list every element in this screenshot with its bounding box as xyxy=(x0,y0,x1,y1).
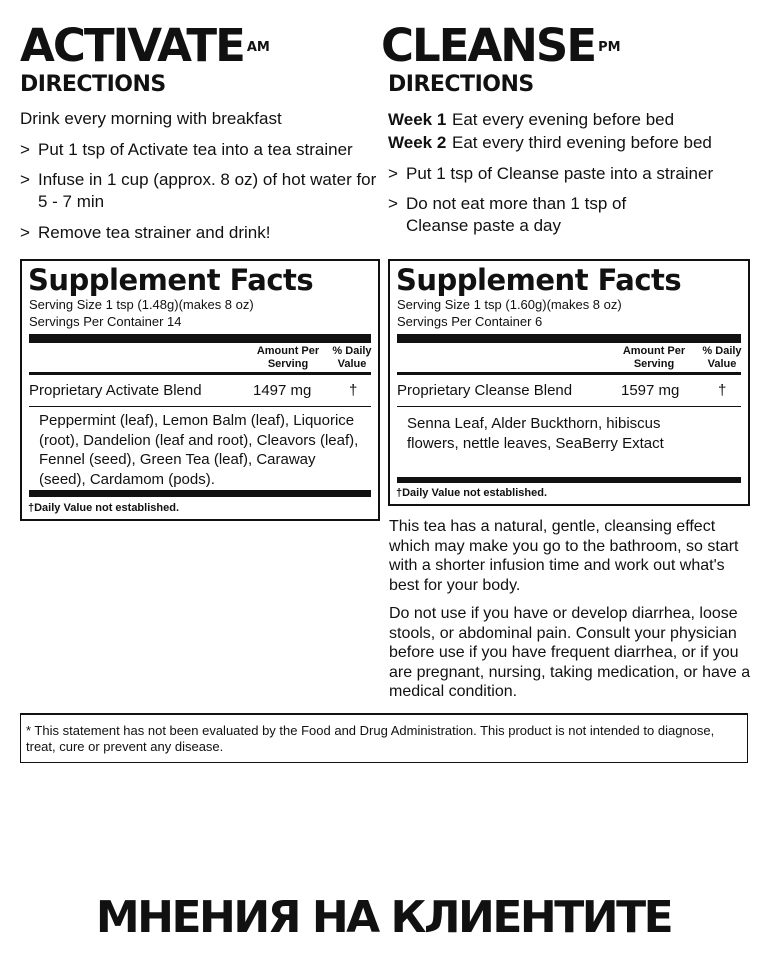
activate-blend-dv: † xyxy=(349,382,358,399)
cleanse-ingredients: Senna Leaf, Alder Buckthorn, hibiscus flowers, nettle leaves, SeaBerry Extact xyxy=(407,415,664,452)
cleanse-effect-note: This tea has a natural, gentle, cleansing effect which may make you go to the bathroom, so start with a shorter infusion time and work out what's best for your body. xyxy=(389,518,739,594)
activate-dv-note: †Daily Value not established. xyxy=(28,502,179,514)
activate-supplement-facts xyxy=(20,259,380,521)
activate-brand-mark: AM xyxy=(246,40,270,55)
cleanse-week-2: Week 2 Eat every third evening before bed xyxy=(388,133,712,152)
activate-ingredients: Peppermint (leaf), Lemon Balm (leaf), Liquorice (root), Dandelion (leaf and root), Cleavors (leaf), Fennel (seed), Green Tea (leaf), Caraway (seed), Cardamom (pods). xyxy=(39,412,359,488)
activate-directions-heading: DIRECTIONS xyxy=(20,72,166,97)
activate-step-3: > Remove tea strainer and drink! xyxy=(20,223,271,242)
cleanse-dv-note: †Daily Value not established. xyxy=(396,487,547,499)
activate-servings-per-container: Servings Per Container 14 xyxy=(29,314,182,329)
cleanse-supplement-facts xyxy=(388,259,750,506)
cleanse-amount-header: Amount Per Serving xyxy=(622,345,686,370)
fda-disclaimer-box xyxy=(20,713,748,763)
activate-dv-header: % Daily Value xyxy=(332,345,372,370)
activate-bottom-bar xyxy=(29,490,371,497)
cleanse-facts-title: Supplement Facts xyxy=(396,263,682,297)
fda-disclaimer: * This statement has not been evaluated by the Food and Drug Administration. This product is not intended to diagnose, treat, cure or prevent any disease. xyxy=(26,723,715,754)
cleanse-blend-dv: † xyxy=(718,382,727,399)
cleanse-step-1: > Put 1 tsp of Cleanse paste into a strainer xyxy=(388,164,714,183)
activate-facts-title: Supplement Facts xyxy=(28,263,314,297)
activate-intro: Drink every morning with breakfast xyxy=(20,109,282,128)
cleanse-week-1: Week 1 Eat every evening before bed xyxy=(388,110,675,129)
cleanse-brand-title: CLEANSE $^{PM}$ xyxy=(381,19,621,72)
activate-thick-bar xyxy=(29,334,371,343)
cleanse-servings-per-container: Servings Per Container 6 xyxy=(397,314,543,329)
cleanse-blend-amount: 1597 mg xyxy=(621,382,680,399)
activate-header-rule xyxy=(29,372,371,375)
cleanse-directions-heading: DIRECTIONS xyxy=(388,72,534,97)
cleanse-warning-note: Do not use if you have or develop diarrhea, loose stools, or abdominal pain. Consult your physician before use if you have frequent diarrhea, or if you are pregnant, nursing, taking medication, or have a medical condition. xyxy=(389,605,751,700)
cleanse-brand-mark: PM xyxy=(598,40,621,55)
customer-reviews-banner: МНЕНИЯ НА КЛИЕНТИТЕ xyxy=(95,892,672,943)
cleanse-thick-bar xyxy=(397,334,741,343)
cleanse-dv-header: % Daily Value xyxy=(702,345,742,370)
activate-brand-title: ACTIVATE $^{AM}$ xyxy=(20,19,270,72)
activate-blend-rule xyxy=(29,406,371,407)
cleanse-serving-size: Serving Size 1 tsp (1.60g)(makes 8 oz) xyxy=(397,297,622,312)
activate-serving-size: Serving Size 1 tsp (1.48g)(makes 8 oz) xyxy=(29,297,254,312)
activate-amount-header: Amount Per Serving xyxy=(256,345,320,370)
activate-step-1: > Put 1 tsp of Activate tea into a tea strainer xyxy=(20,140,353,159)
cleanse-blend-rule xyxy=(397,406,741,407)
cleanse-bottom-bar xyxy=(397,477,741,483)
cleanse-blend-name: Proprietary Cleanse Blend xyxy=(397,382,573,399)
cleanse-step-2: > Do not eat more than 1 tsp of Cleanse paste a day xyxy=(388,194,627,235)
activate-blend-amount: 1497 mg xyxy=(253,382,312,399)
cleanse-header-rule xyxy=(397,372,741,375)
activate-step-2: > Infuse in 1 cup (approx. 8 oz) of hot water for 5 - 7 min xyxy=(20,170,377,211)
activate-blend-name: Proprietary Activate Blend xyxy=(29,382,202,399)
